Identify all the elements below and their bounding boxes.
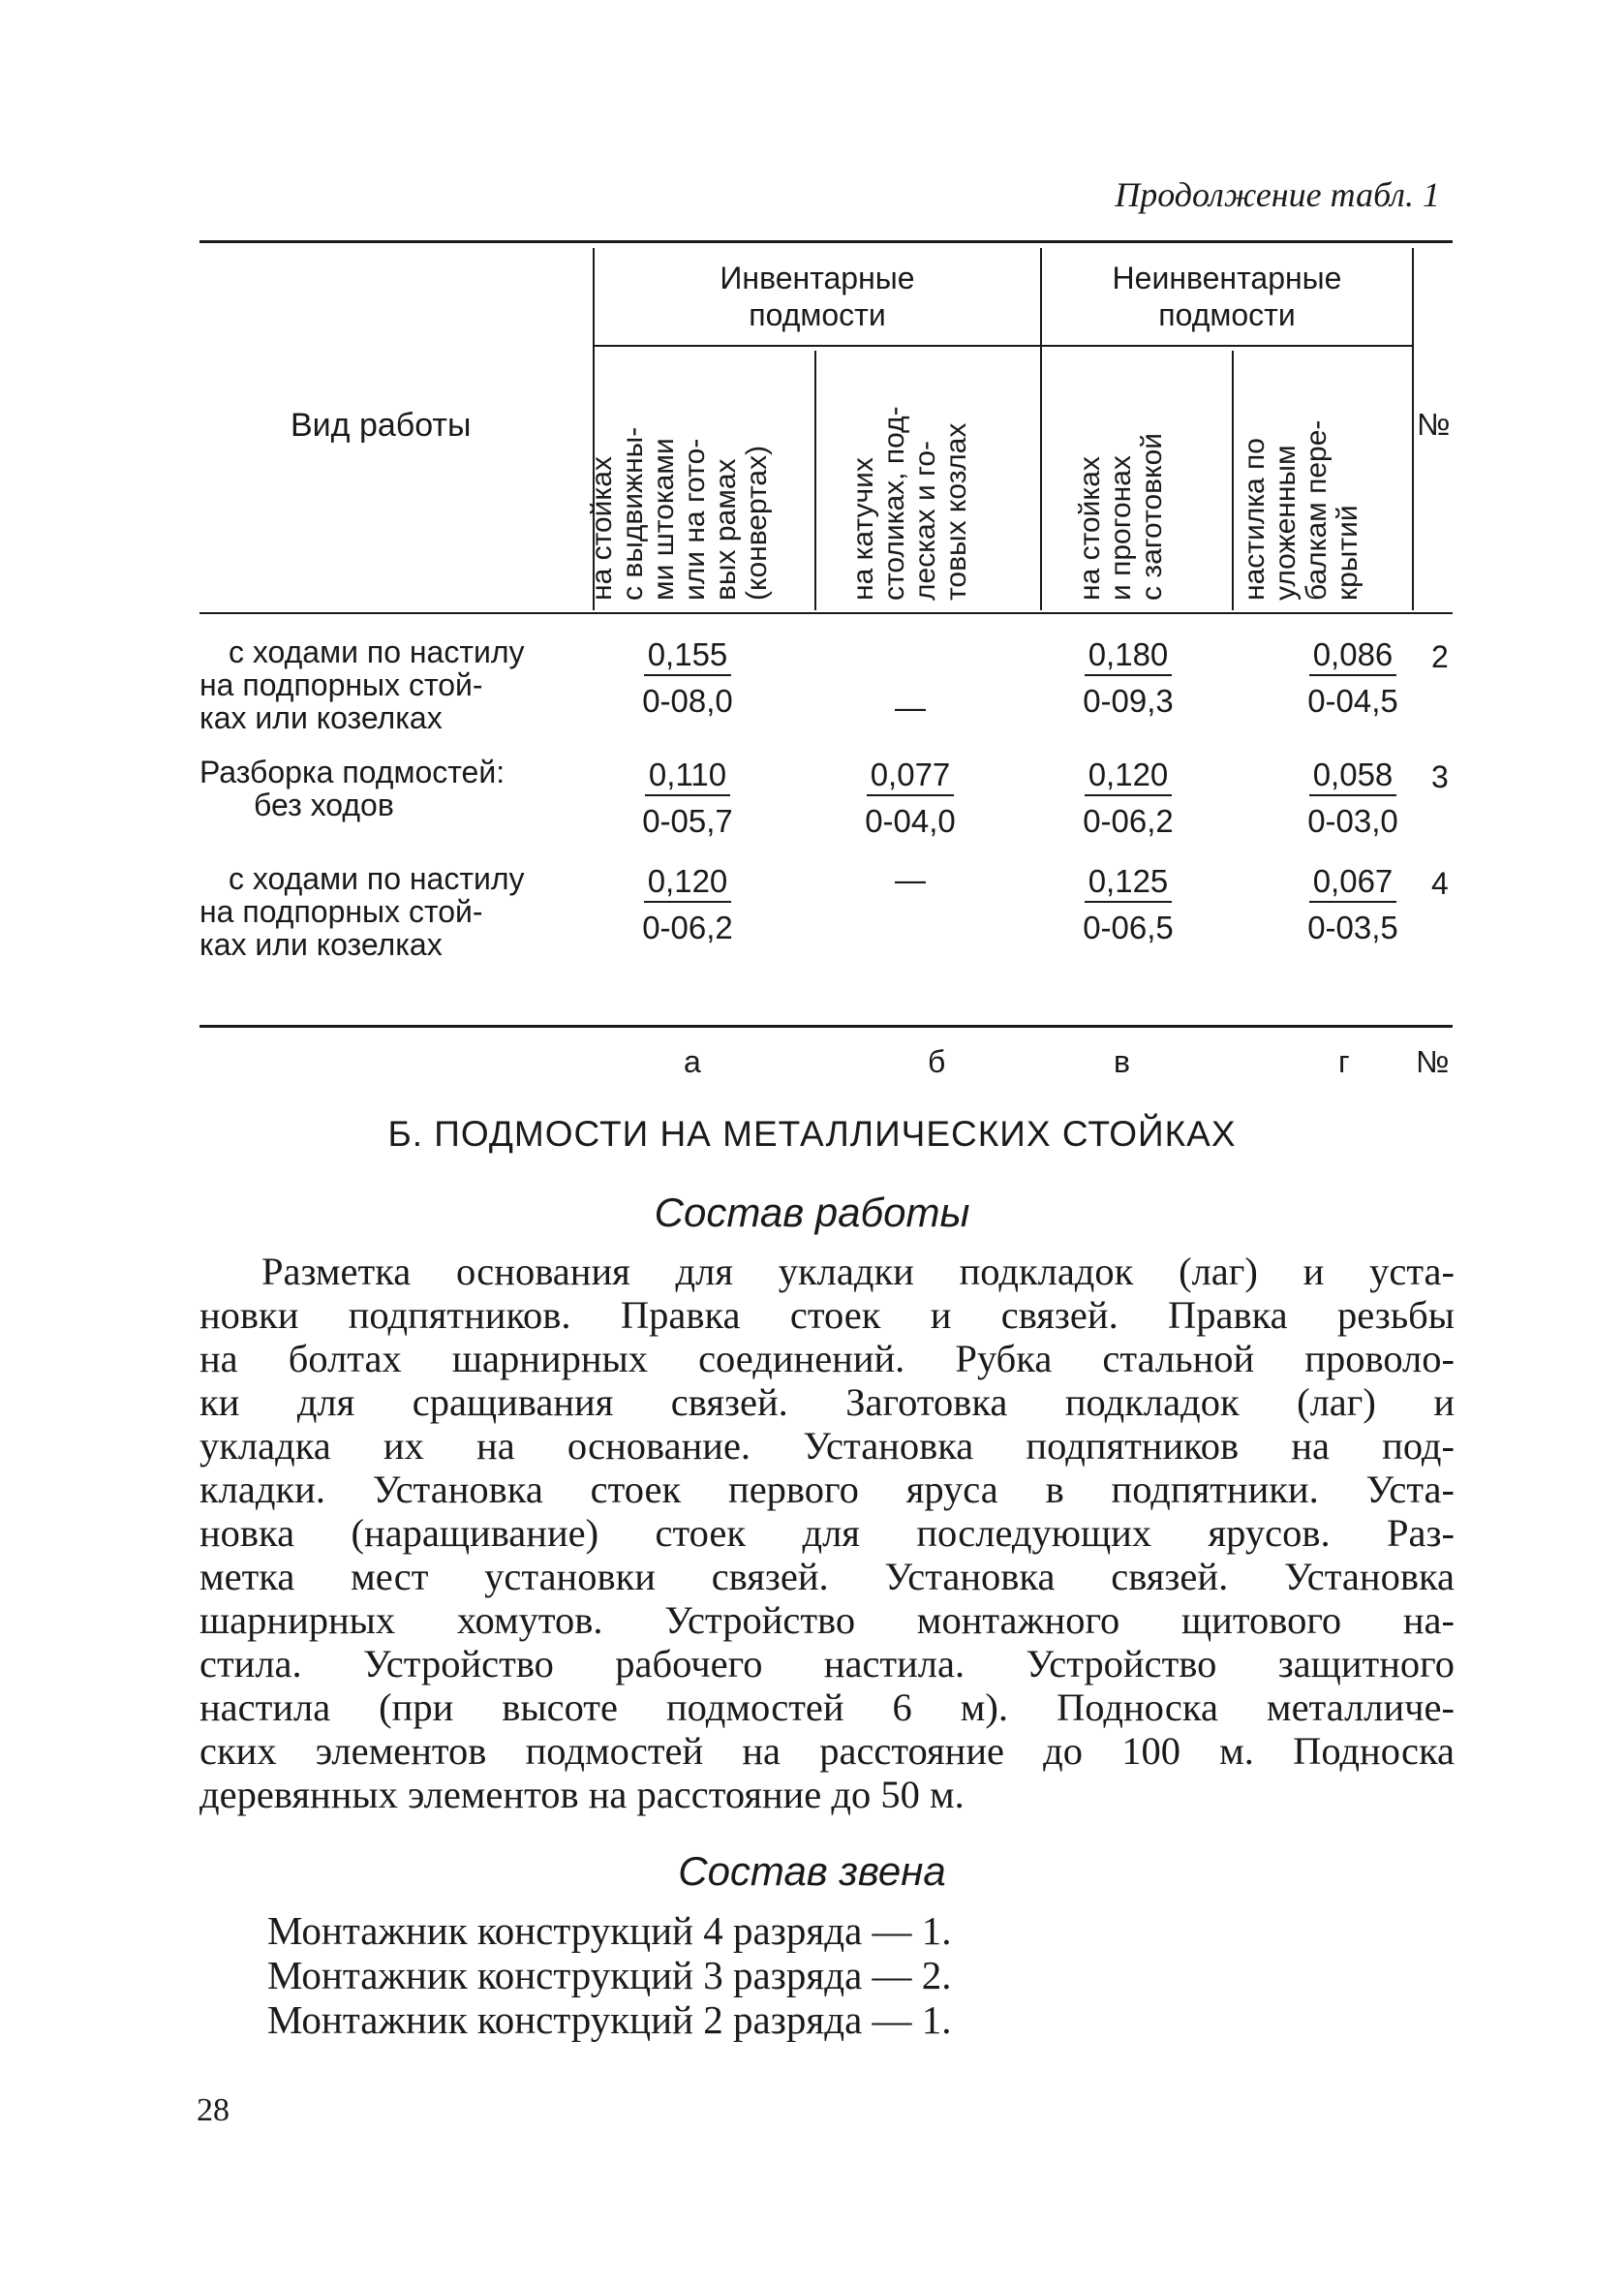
vline-2 [814, 351, 816, 610]
column-letter: г [1338, 1044, 1350, 1079]
column-header-label: на катучих столиках, под- лесках и го- товых козлах [847, 406, 972, 601]
norm-rate-value: 0-06,5 [1083, 910, 1174, 945]
column-header-4 [1240, 356, 1404, 606]
norm-time-value: 0,086 [1309, 635, 1397, 676]
norm-fraction [1056, 635, 1201, 727]
row-label-line: ках или козелках [199, 927, 443, 962]
column-header-label: на стойках и прогонах с заготовкой [1074, 432, 1168, 601]
empty-cell-dash: — [895, 862, 926, 897]
work-description-line: шарнирных хомутов. Устройство монтажного щитового на- [199, 1598, 1455, 1642]
vline-5 [1412, 248, 1414, 610]
crew-line: Монтажник конструкций 2 разряда — 1. [267, 1997, 952, 2042]
row-label-line: на подпорных стой- [199, 667, 483, 702]
norm-time-value: 0,058 [1309, 756, 1397, 796]
norm-time-value: 0,067 [1309, 862, 1397, 903]
continuation-note: Продолжение табл. 1 [1115, 175, 1440, 214]
norm-fraction [615, 862, 760, 953]
row-label-line: Разборка подмостей: [199, 755, 506, 789]
column-letter-number: № [1416, 1044, 1450, 1079]
work-heading: Состав работы [654, 1190, 970, 1235]
crew-line: Монтажник конструкций 3 разряда — 2. [267, 1953, 952, 1997]
column-letter: а [684, 1044, 701, 1079]
row-number: 2 [1431, 639, 1449, 674]
row-label-line: ках или козелках [199, 700, 443, 735]
crew-list [267, 1908, 952, 2042]
row-label-line: на подпорных стой- [199, 894, 483, 929]
row-label-line: без ходов [254, 788, 394, 822]
section-title: Б. ПОДМОСТИ НА МЕТАЛЛИЧЕСКИХ СТОЙКАХ [387, 1114, 1237, 1154]
vline-4 [1232, 351, 1234, 610]
norm-fraction [1280, 862, 1425, 953]
row-label-line: с ходами по настилу [229, 861, 525, 896]
norm-fraction [1280, 635, 1425, 727]
row-number: 4 [1431, 866, 1449, 901]
norm-time-value: 0,077 [867, 756, 955, 796]
work-type-header: Вид работы [291, 407, 472, 444]
column-letter: б [928, 1044, 946, 1079]
norm-rate-value: 0-06,2 [1083, 803, 1174, 839]
work-description-line: настила (при высоте подмостей 6 м). Подноска металличе- [199, 1685, 1455, 1729]
norm-time-value: 0,155 [644, 635, 732, 676]
work-description-line: стила. Устройство рабочего настила. Устройство защитного [199, 1642, 1455, 1685]
norm-fraction [1056, 862, 1201, 953]
table-top-rule [199, 240, 1453, 243]
norm-rate-value: 0-04,0 [865, 803, 956, 839]
row-label [199, 862, 566, 961]
norm-fraction [1280, 756, 1425, 847]
header-bottom-rule [199, 612, 1453, 614]
norm-rate-value: 0-06,2 [642, 910, 733, 945]
norm-time-value: 0,180 [1085, 635, 1173, 676]
table-bottom-rule [199, 1025, 1453, 1028]
group-header-rule-1 [595, 345, 1040, 347]
norm-fraction [1056, 756, 1201, 847]
number-header: № [1417, 407, 1451, 442]
norm-fraction [615, 756, 760, 847]
row-number: 3 [1431, 759, 1449, 794]
row-label [199, 756, 566, 821]
norm-time-value: 0,125 [1085, 862, 1173, 903]
norm-time-value: 0,120 [644, 862, 732, 903]
column-header-2 [848, 356, 1042, 606]
empty-cell-dash: — [895, 690, 926, 725]
group-header-1: Инвентарные подмости [720, 261, 915, 332]
group-header-rule-2 [1042, 345, 1412, 347]
work-description-line: Разметка основания для укладки подкладок (лаг) и уста- [261, 1250, 1455, 1293]
work-description [199, 1250, 1455, 1816]
norm-fraction [838, 756, 983, 847]
work-description-line: деревянных элементов на расстояние до 50 м. [199, 1773, 965, 1816]
norm-rate-value: 0-05,7 [642, 803, 733, 839]
work-description-line: на болтах шарнирных соединений. Рубка стальной проволо- [199, 1337, 1455, 1380]
group-header-2: Неинвентарные подмости [1112, 261, 1342, 332]
column-letter: в [1114, 1044, 1130, 1079]
column-header-label: настилка по уложенным балкам пере- крытий [1239, 419, 1364, 601]
work-description-line: новки подпятников. Правка стоек и связей. Правка резьбы [199, 1293, 1455, 1337]
page-number: 28 [197, 2092, 230, 2128]
row-label [199, 635, 566, 734]
work-description-line: новка (наращивание) стоек для последующих ярусов. Раз- [199, 1511, 1455, 1555]
norm-time-value: 0,120 [1085, 756, 1173, 796]
work-description-line: метка мест установки связей. Установка связей. Установка [199, 1555, 1455, 1598]
norm-fraction [615, 635, 760, 727]
column-header-label: на стойках с выдвижны- ми штоками или на гото- вых рамах (конвертах) [586, 426, 773, 601]
norm-rate-value: 0-03,5 [1307, 910, 1398, 945]
work-description-line: ки для сращивания связей. Заготовка подкладок (лаг) и [199, 1380, 1455, 1424]
work-description-line: укладка их на основание. Установка подпятников на под- [199, 1424, 1455, 1468]
norm-rate-value: 0-03,0 [1307, 803, 1398, 839]
work-description-line: кладки. Установка стоек первого яруса в подпятники. Уста- [199, 1468, 1455, 1511]
norm-rate-value: 0-09,3 [1083, 683, 1174, 719]
work-description-line: ских элементов подмостей на расстояние до 100 м. Подноска [199, 1729, 1455, 1773]
column-header-1 [587, 356, 808, 606]
crew-line: Монтажник конструкций 4 разряда — 1. [267, 1908, 952, 1953]
norm-rate-value: 0-04,5 [1307, 683, 1398, 719]
column-header-3 [1075, 356, 1230, 606]
norm-time-value: 0,110 [645, 756, 730, 796]
crew-heading: Состав звена [678, 1848, 946, 1894]
row-label-line: с ходами по настилу [229, 634, 525, 669]
norm-rate-value: 0-08,0 [642, 683, 733, 719]
